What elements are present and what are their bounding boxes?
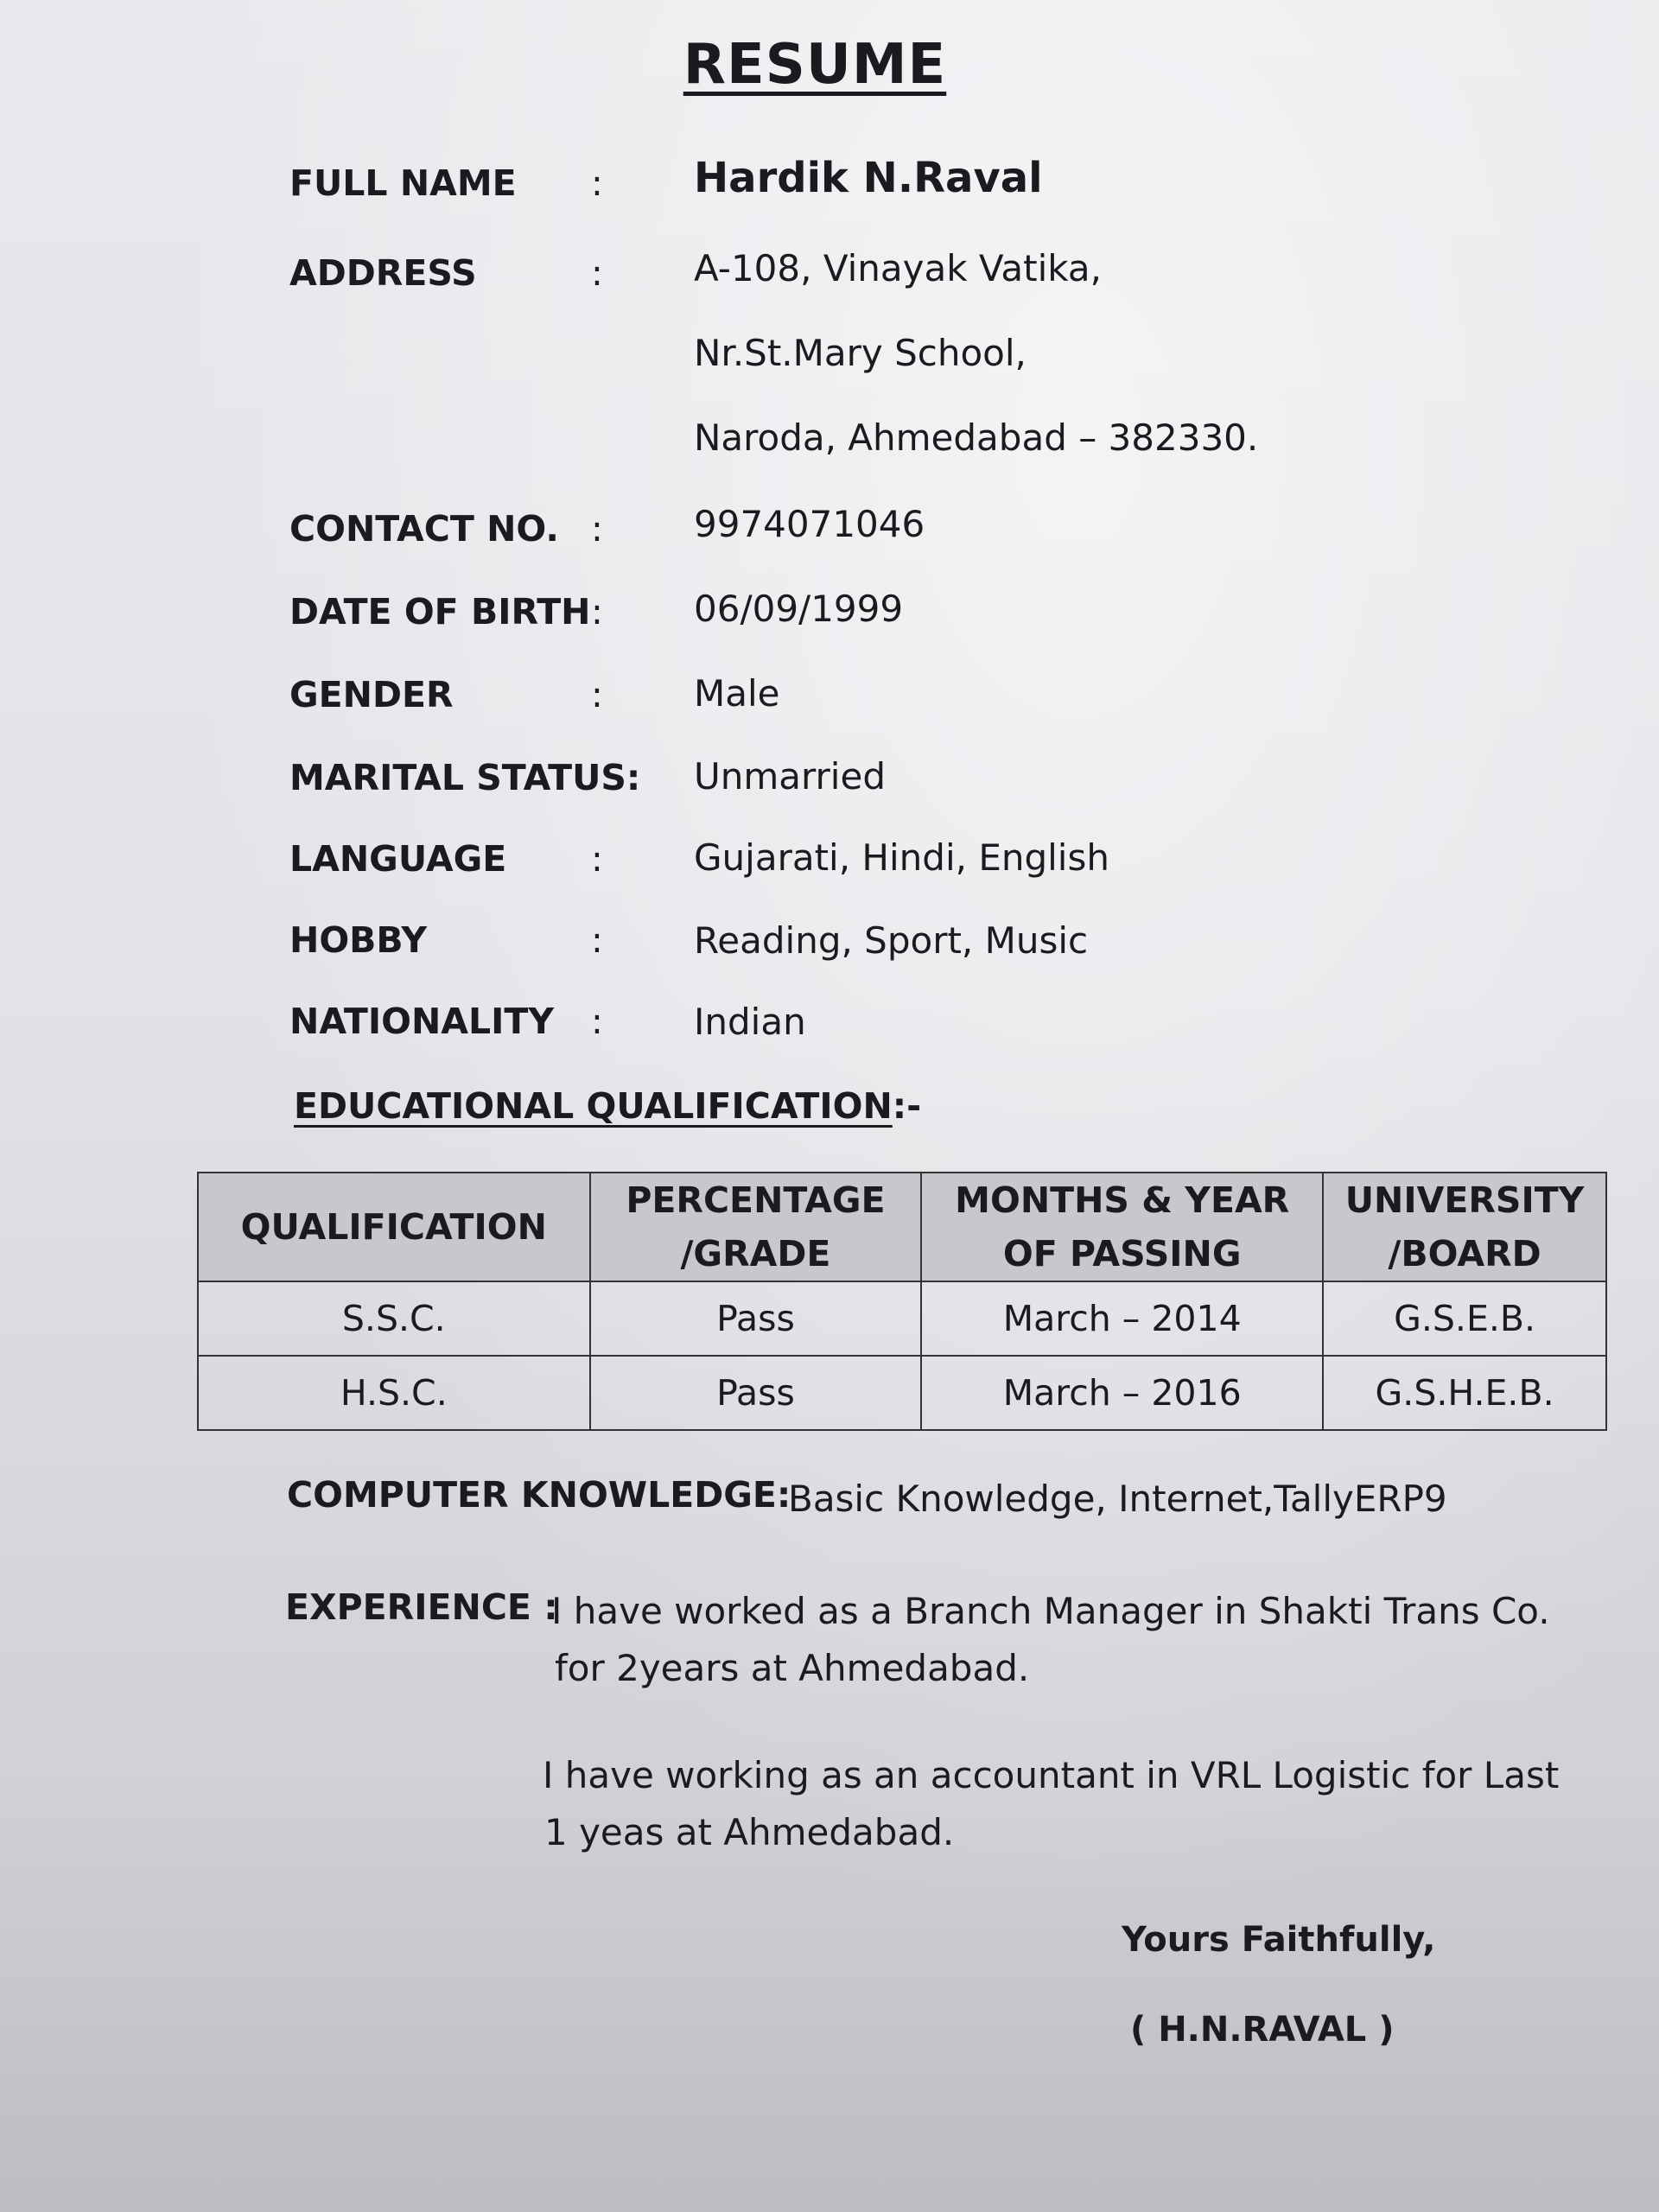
table-cell: G.S.E.B. <box>1323 1281 1606 1356</box>
education-table <box>197 1172 1607 1431</box>
experience-para2-line2: 1 yeas at Ahmedabad. <box>544 1811 955 1853</box>
full-name-separator: : <box>591 162 603 204</box>
experience-para1-line2: for 2years at Ahmedabad. <box>555 1647 1030 1689</box>
table-row <box>198 1281 1606 1356</box>
table-cell: S.S.C. <box>198 1281 590 1356</box>
language-separator: : <box>591 838 603 880</box>
computer-knowledge-label: COMPUTER KNOWLEDGE: <box>287 1474 791 1516</box>
closing-salutation: Yours Faithfully, <box>1122 1920 1436 1960</box>
address-label: ADDRESS <box>289 252 477 294</box>
signature-name: ( H.N.RAVAL ) <box>1130 2010 1395 2050</box>
education-heading-text: EDUCATIONAL QUALIFICATION <box>294 1085 893 1127</box>
hobby-separator: : <box>591 919 603 961</box>
experience-label: EXPERIENCE : <box>285 1586 558 1628</box>
dob-value: 06/09/1999 <box>694 588 904 630</box>
education-heading <box>294 1085 921 1127</box>
column-header-qualification: QUALIFICATION <box>198 1173 590 1281</box>
education-table-header-row <box>198 1173 1606 1281</box>
page-title: RESUME <box>683 33 947 97</box>
hobby-value: Reading, Sport, Music <box>694 919 1089 962</box>
marital-status-label: MARITAL STATUS: <box>289 757 641 798</box>
table-cell: Pass <box>590 1356 922 1430</box>
table-cell: H.S.C. <box>198 1356 590 1430</box>
language-value: Gujarati, Hindi, English <box>694 836 1109 879</box>
contact-separator: : <box>591 508 603 550</box>
education-heading-suffix: :- <box>892 1085 922 1127</box>
gender-label: GENDER <box>289 674 454 715</box>
dob-separator: : <box>591 591 603 632</box>
nationality-label: NATIONALITY <box>289 1001 555 1042</box>
table-cell: March – 2014 <box>921 1281 1323 1356</box>
address-line-1: A-108, Vinayak Vatika, <box>694 247 1102 289</box>
gender-value: Male <box>694 672 780 715</box>
experience-para1-line1: I have worked as a Branch Manager in Shakti Trans Co. <box>551 1590 1550 1632</box>
nationality-value: Indian <box>694 1001 806 1043</box>
computer-knowledge-value: Basic Knowledge, Internet,TallyERP9 <box>788 1478 1447 1520</box>
experience-para2-line1: I have working as an accountant in VRL Logistic for Last <box>543 1754 1560 1796</box>
address-line-2: Nr.St.Mary School, <box>694 332 1027 374</box>
table-cell: March – 2016 <box>921 1356 1323 1430</box>
dob-label: DATE OF BIRTH <box>289 591 591 632</box>
full-name-label: FULL NAME <box>289 162 517 204</box>
address-separator: : <box>591 252 603 294</box>
full-name-value: Hardik N.Raval <box>694 154 1043 202</box>
address-line-3: Naroda, Ahmedabad – 382330. <box>694 416 1259 459</box>
table-cell: G.S.H.E.B. <box>1323 1356 1606 1430</box>
column-header-university: UNIVERSITY /BOARD <box>1323 1173 1606 1281</box>
marital-status-value: Unmarried <box>694 755 886 798</box>
hobby-label: HOBBY <box>289 919 428 961</box>
column-header-percentage: PERCENTAGE /GRADE <box>590 1173 922 1281</box>
gender-separator: : <box>591 674 603 715</box>
language-label: LANGUAGE <box>289 838 507 880</box>
contact-value: 9974071046 <box>694 503 925 545</box>
table-row <box>198 1356 1606 1430</box>
table-cell: Pass <box>590 1281 922 1356</box>
contact-label: CONTACT NO. <box>289 508 559 550</box>
nationality-separator: : <box>591 1001 603 1042</box>
column-header-passing: MONTHS & YEAR OF PASSING <box>921 1173 1323 1281</box>
